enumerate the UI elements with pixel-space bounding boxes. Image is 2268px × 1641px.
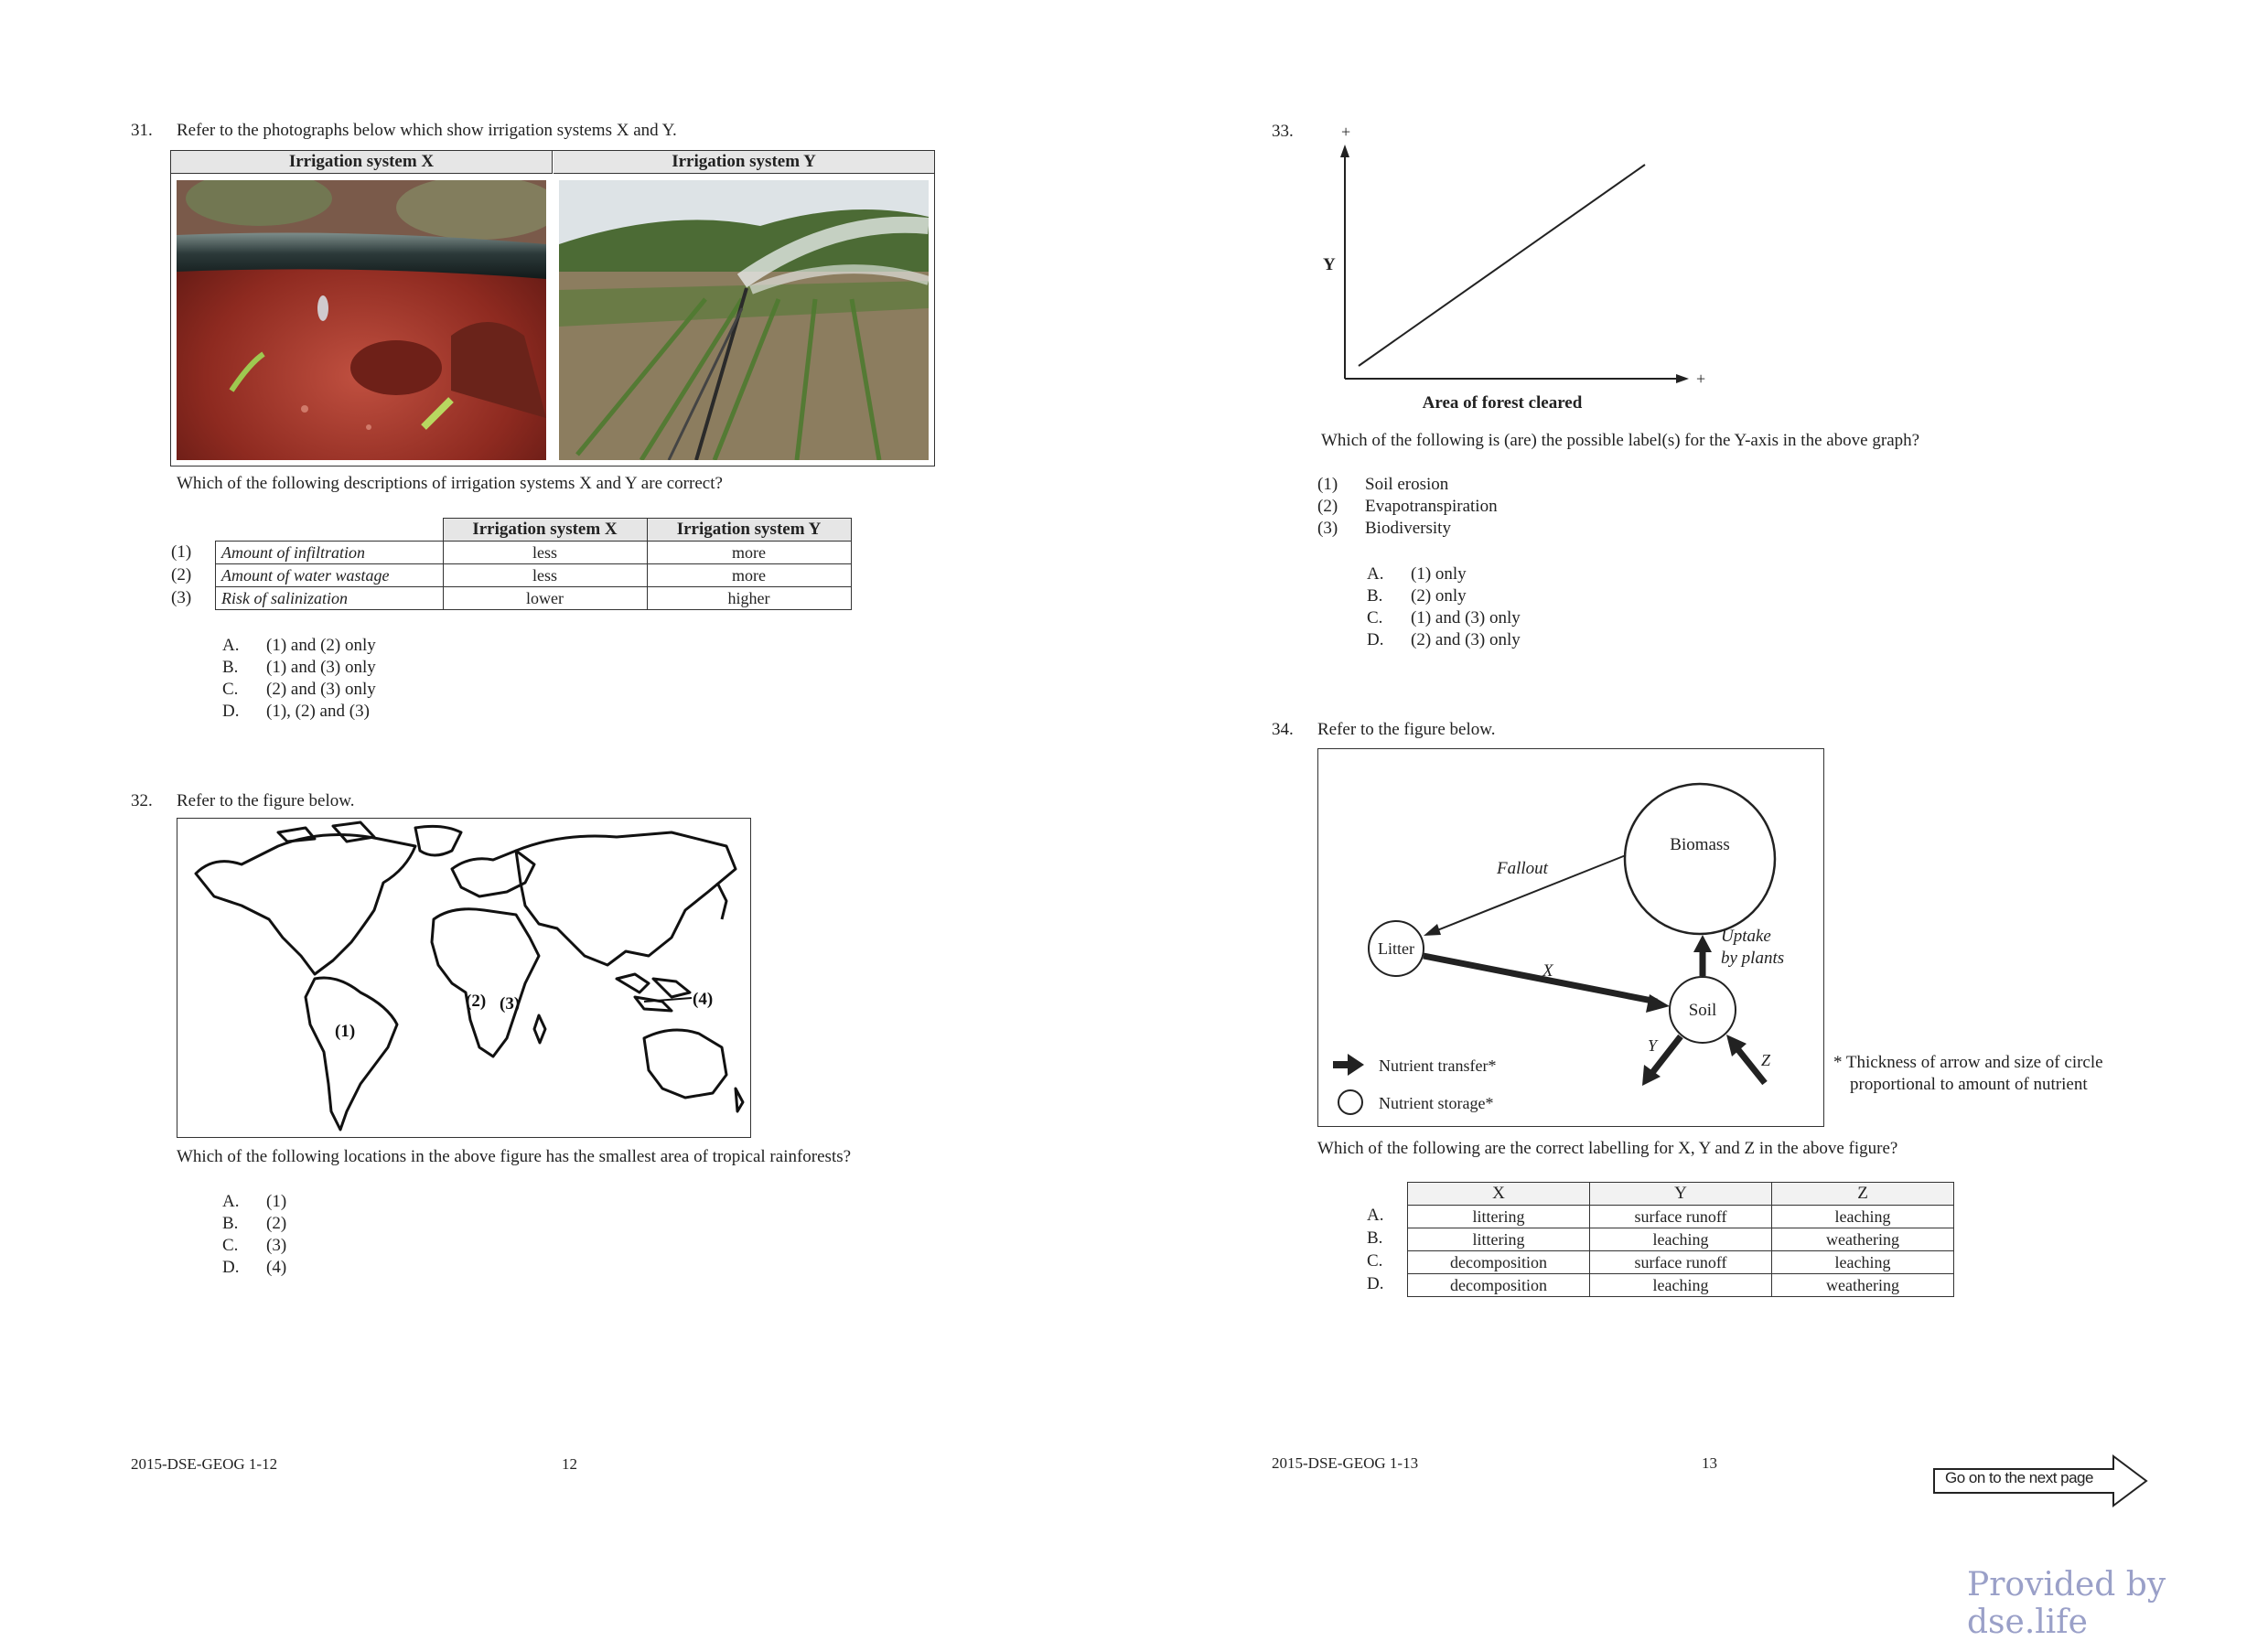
legend-arrow-icon [1348, 1054, 1364, 1076]
item-text: Soil erosion [1365, 475, 1449, 494]
option-letter: A. [222, 636, 240, 655]
q32-number: 32. [131, 791, 153, 810]
option-letter: D. [222, 702, 240, 721]
cell: surface runoff [1590, 1206, 1772, 1228]
option-text: (1), (2) and (3) [266, 702, 370, 721]
option-letter: B. [222, 658, 239, 677]
table-row [216, 542, 852, 564]
x-label: X [1542, 961, 1553, 981]
option-text: (1) [266, 1192, 287, 1211]
world-map-frame [177, 818, 751, 1138]
cell: weathering [1772, 1228, 1954, 1251]
x-axis-label: Area of forest cleared [1422, 393, 1583, 413]
nutrient-cycle-diagram [1317, 748, 1824, 1127]
y-label: Y [1648, 1036, 1658, 1055]
cell: littering [1408, 1228, 1590, 1251]
q34-note-1: * Thickness of arrow and size of circle [1833, 1053, 2103, 1072]
q34-note-2: proportional to amount of nutrient [1850, 1075, 2088, 1094]
option-letter: C. [222, 680, 239, 699]
table-row [1408, 1251, 1954, 1274]
watermark: Provided by dse.life [1967, 1566, 2166, 1641]
biomass-circle [1625, 784, 1775, 934]
q31-table [215, 518, 852, 610]
table-row [216, 587, 852, 610]
footer-code-left: 2015-DSE-GEOG 1-12 [131, 1455, 278, 1473]
item-text: Biodiversity [1365, 519, 1451, 538]
option-text: (1) and (3) only [266, 658, 376, 677]
option-text: (2) only [1411, 586, 1467, 606]
soil-label: Soil [1688, 1001, 1717, 1020]
option-text: (3) [266, 1236, 287, 1255]
item-num: (1) [1317, 475, 1338, 494]
q31-row-num: (3) [171, 588, 192, 607]
cell: decomposition [1408, 1251, 1590, 1274]
table-corner [216, 519, 444, 542]
cell: decomposition [1408, 1274, 1590, 1297]
option-text: (1) only [1411, 564, 1467, 584]
option-text: (1) and (2) only [266, 636, 376, 655]
litter-label: Litter [1378, 939, 1414, 958]
trend-line [1359, 165, 1645, 366]
q34-question: Which of the following are the correct labelling for X, Y and Z in the above figure? [1317, 1139, 1898, 1158]
cell: surface runoff [1590, 1251, 1772, 1274]
table-row [216, 564, 852, 587]
table-row [1408, 1274, 1954, 1297]
table-row [1408, 1206, 1954, 1228]
option-letter: C. [1367, 1251, 1383, 1271]
photo-x-title: Irrigation system X [171, 151, 553, 174]
q33-question: Which of the following is (are) the possible label(s) for the Y-axis in the above graph? [1321, 431, 1920, 450]
q31-stem: Refer to the photographs below which show irrigation systems X and Y. [177, 121, 677, 140]
item-text: Evapotranspiration [1365, 497, 1498, 516]
col-header: Y [1590, 1183, 1772, 1206]
fallout-label: Fallout [1497, 859, 1548, 878]
option-letter: B. [1367, 586, 1383, 606]
option-letter: C. [222, 1236, 239, 1255]
table-row [1408, 1228, 1954, 1251]
option-letter: C. [1367, 608, 1383, 627]
q34-table [1407, 1182, 1954, 1297]
option-letter: A. [222, 1192, 240, 1211]
nutrient-cycle-svg [1318, 749, 1823, 1126]
option-text: (2) and (3) only [266, 680, 376, 699]
x-arrow [1424, 956, 1657, 1002]
q33-number: 33. [1272, 122, 1294, 141]
footer-page-right: 13 [1702, 1454, 1717, 1472]
item-num: (3) [1317, 519, 1338, 538]
map-label-1: (1) [335, 1022, 356, 1041]
cell: leaching [1772, 1206, 1954, 1228]
z-label: Z [1761, 1051, 1771, 1069]
q34-stem: Refer to the figure below. [1317, 720, 1496, 739]
y-plus: + [1341, 123, 1351, 141]
legend-circle-icon [1338, 1090, 1362, 1114]
footer-page-left: 12 [562, 1455, 577, 1473]
option-text: (2) and (3) only [1411, 630, 1521, 649]
map-label-2: (2) [466, 992, 487, 1011]
row-label: Amount of infiltration [216, 542, 444, 564]
q31-number: 31. [131, 121, 153, 140]
q31-row-num: (2) [171, 565, 192, 585]
uptake-arrow [1693, 935, 1712, 952]
option-text: (4) [266, 1258, 287, 1277]
cell: less [443, 542, 647, 564]
uptake-label-2: by plants [1721, 949, 1785, 968]
q31-row-num: (1) [171, 542, 192, 562]
q31-question: Which of the following descriptions of irrigation systems X and Y are correct? [177, 474, 723, 493]
photo-drip-irrigation [177, 180, 546, 460]
legend-transfer: Nutrient transfer* [1379, 1056, 1497, 1075]
map-label-4: (4) [693, 990, 714, 1009]
row-label: Amount of water wastage [216, 564, 444, 587]
footer-code-right: 2015-DSE-GEOG 1-13 [1272, 1454, 1419, 1472]
uptake-label-1: Uptake [1721, 927, 1771, 946]
col-header: Irrigation system X [443, 519, 647, 542]
photo-y-title: Irrigation system Y [554, 151, 934, 174]
item-num: (2) [1317, 497, 1338, 516]
q32-stem: Refer to the figure below. [177, 791, 355, 810]
col-header: X [1408, 1183, 1590, 1206]
cell: leaching [1772, 1251, 1954, 1274]
q34-number: 34. [1272, 720, 1294, 739]
option-letter: D. [222, 1258, 240, 1277]
continent-north-america [196, 835, 415, 975]
option-text: (2) [266, 1214, 287, 1233]
option-letter: B. [222, 1214, 239, 1233]
option-text: (1) and (3) only [1411, 608, 1521, 627]
col-header: Irrigation system Y [647, 519, 851, 542]
x-plus: + [1696, 370, 1706, 388]
cell: leaching [1590, 1228, 1772, 1251]
option-letter: A. [1367, 564, 1384, 584]
option-letter: B. [1367, 1228, 1383, 1248]
q32-question: Which of the following locations in the above figure has the smallest area of tropical rainforests? [177, 1147, 852, 1166]
cell: higher [647, 587, 851, 610]
q31-photo-frame [170, 150, 935, 467]
cell: lower [443, 587, 647, 610]
cell: less [443, 564, 647, 587]
q33-graph [1317, 119, 1729, 421]
col-header: Z [1772, 1183, 1954, 1206]
continent-africa [432, 909, 539, 1056]
world-map [177, 819, 750, 1137]
y-axis-label: Y [1323, 255, 1336, 274]
biomass-label: Biomass [1670, 835, 1730, 854]
photo-sprinkler-irrigation [559, 180, 929, 460]
option-letter: D. [1367, 630, 1384, 649]
continent-australia [644, 1030, 726, 1098]
map-label-3: (3) [500, 994, 521, 1014]
continent-south-america [306, 978, 397, 1130]
cell: more [647, 542, 851, 564]
cell: weathering [1772, 1274, 1954, 1297]
option-letter: A. [1367, 1206, 1384, 1225]
option-letter: D. [1367, 1274, 1384, 1293]
cell: more [647, 564, 851, 587]
next-page-label: Go on to the next page [1945, 1469, 2093, 1486]
cell: littering [1408, 1206, 1590, 1228]
continent-asia [516, 832, 736, 965]
row-label: Risk of salinization [216, 587, 444, 610]
cell: leaching [1590, 1274, 1772, 1297]
legend-storage: Nutrient storage* [1379, 1094, 1494, 1112]
